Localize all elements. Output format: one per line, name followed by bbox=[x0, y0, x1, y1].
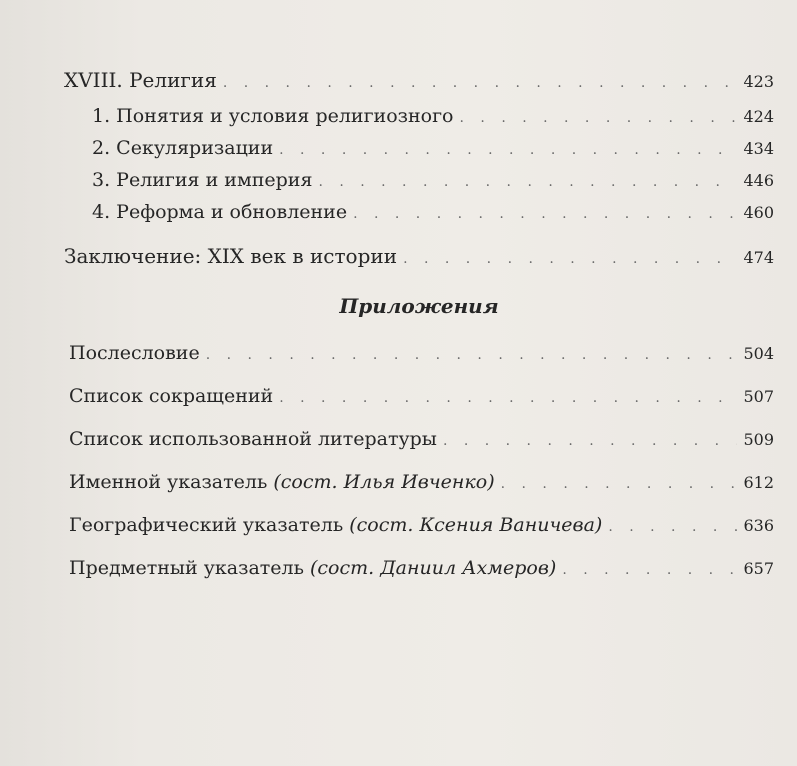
leader-dots bbox=[318, 166, 737, 198]
section-title: 4. Реформа и обновление bbox=[92, 201, 348, 223]
toc-appendix-row[interactable] bbox=[64, 332, 774, 375]
section-title: 1. Понятия и условия религиозного bbox=[92, 105, 454, 127]
appendices-heading: Приложения bbox=[339, 294, 499, 318]
page-number: 657 bbox=[743, 559, 774, 578]
toc-appendix-row[interactable] bbox=[64, 418, 774, 461]
appendix-title bbox=[69, 375, 273, 418]
leader-dots bbox=[403, 239, 737, 279]
appendix-title-text: Именной указатель bbox=[69, 471, 268, 493]
page-number: 446 bbox=[743, 171, 774, 190]
appendix-title bbox=[69, 504, 602, 547]
appendix-title bbox=[69, 547, 556, 590]
leader-dots bbox=[501, 463, 738, 506]
table-of-contents bbox=[64, 60, 774, 590]
appendix-compiler: (сост. Даниил Ахмеров) bbox=[310, 557, 557, 579]
page-number: 507 bbox=[743, 387, 774, 406]
toc-chapter-row[interactable] bbox=[64, 60, 774, 100]
leader-dots bbox=[279, 134, 737, 166]
appendix-compiler: (сост. Ксения Ваничева) bbox=[349, 514, 603, 536]
appendix-title bbox=[69, 332, 200, 375]
leader-dots bbox=[443, 420, 738, 463]
toc-conclusion-row[interactable] bbox=[64, 236, 774, 276]
toc-appendix-row[interactable] bbox=[64, 375, 774, 418]
conclusion-title: Заключение: XIX век в истории bbox=[64, 244, 398, 268]
toc-appendix-row[interactable] bbox=[64, 461, 774, 504]
page-number: 474 bbox=[743, 248, 774, 267]
page-number: 636 bbox=[743, 516, 774, 535]
toc-section-row[interactable] bbox=[64, 196, 774, 228]
leader-dots bbox=[353, 198, 737, 230]
page-number: 423 bbox=[743, 72, 774, 91]
leader-dots bbox=[223, 63, 738, 103]
appendix-title bbox=[69, 461, 495, 504]
chapter-title: XVIII. Религия bbox=[64, 68, 217, 92]
section-title: 3. Религия и империя bbox=[92, 169, 313, 191]
leader-dots bbox=[562, 549, 737, 592]
appendix-title-text: Послесловие bbox=[69, 342, 200, 364]
appendix-title-text: Список сокращений bbox=[69, 385, 274, 407]
appendix-title bbox=[69, 418, 437, 461]
page-number: 612 bbox=[743, 473, 774, 492]
page-number: 504 bbox=[743, 344, 774, 363]
leader-dots bbox=[279, 377, 737, 420]
toc-appendix-row[interactable] bbox=[64, 547, 774, 590]
section-title: 2. Секуляризации bbox=[92, 137, 274, 159]
toc-section-row[interactable] bbox=[64, 164, 774, 196]
page-number: 424 bbox=[743, 107, 774, 126]
leader-dots bbox=[206, 334, 738, 377]
page-number: 460 bbox=[743, 203, 774, 222]
page-number: 434 bbox=[743, 139, 774, 158]
toc-section-row[interactable] bbox=[64, 100, 774, 132]
appendix-title-text: Предметный указатель bbox=[69, 557, 304, 579]
leader-dots bbox=[460, 102, 738, 134]
appendix-compiler: (сост. Илья Ивченко) bbox=[273, 471, 495, 493]
appendix-title-text: Географический указатель bbox=[69, 514, 344, 536]
toc-appendix-row[interactable] bbox=[64, 504, 774, 547]
toc-section-row[interactable] bbox=[64, 132, 774, 164]
leader-dots bbox=[608, 506, 737, 549]
page-number: 509 bbox=[743, 430, 774, 449]
appendix-title-text: Список использованной литературы bbox=[69, 428, 437, 450]
